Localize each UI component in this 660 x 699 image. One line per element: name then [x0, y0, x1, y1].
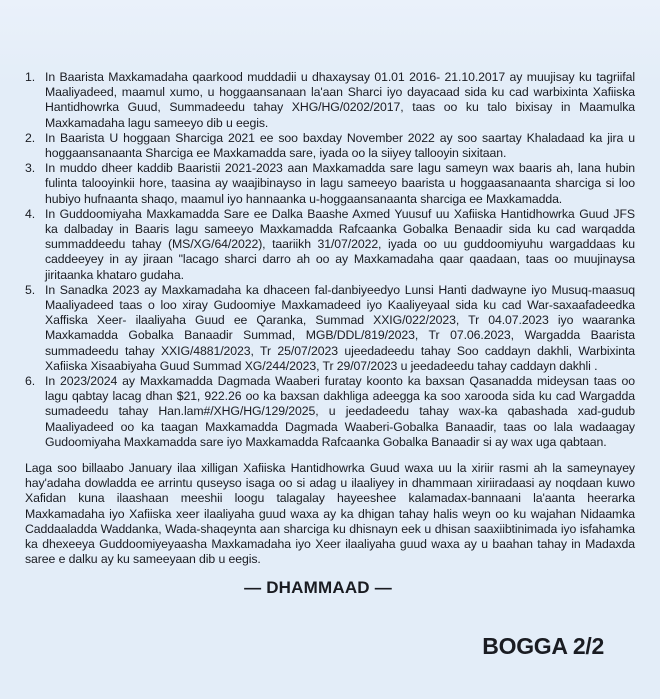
end-marker: — DHAMMAAD —	[244, 577, 392, 597]
list-item	[25, 207, 635, 283]
list-item	[25, 374, 635, 450]
list-item-number: 2.	[25, 130, 36, 145]
list-item-text: In Sanadka 2023 ay Maxkamadaha ka dhaceen fal-danbiyeedyo Lunsi Hanti dadwayne iyo Musuq-maasuq Maaliyadeed taas o loo xiray Gudoomiye Maxkamadeed iyo Kaaliyeyaal sida ku cad War-saxaafadeedka Xaffiska Xeer- ilaaliyaha Guud ee Qaranka, Summad XXIG/022/2023, Tr 04.07.2023 iyo waaranka Maxkamadda Gobalka Banaadir Summad, MGB/DDL/819/2023, Tr 07.06.2023, Wargadda Baarista summadeedu tahay XXIG/4881/2023, Tr 25/07/2023 ujeedadeedu tahay Soo caddayn dakhli, Warbixinta Xafiiska Xisaabiyaha Guud Summad XG/244/2023, Tr 29/07/2023 u jeedadeedu tahay caddayn dakhli .	[45, 282, 635, 373]
list-item-number: 4.	[25, 206, 36, 221]
list-item-number: 3.	[25, 161, 36, 176]
list-item-text: In Guddoomiyaha Maxkamadda Sare ee Dalka Baashe Axmed Yuusuf uu Xafiiska Hantidhowrka Guud JFS ka dalbaday in Baaris lagu sameeyo Maxkamadda Rafcaanka Gobalka Benaadir sida ku cad warqadda summaddeedu tahay (MS/XG/64/2022), taariikh 31/07/2022, iyada oo uu guddoomiyuhu wargaddaas ku caddeeyey in ay jiraan "lacago sharci darro ah oo ay Maxkamadaha qaar qaadaan, taas oo muujinaysa jiritaanka khataro gudaha.	[45, 206, 635, 282]
findings-list	[25, 70, 635, 450]
closing-paragraph: Laga soo billaabo January ilaa xilligan Xafiiska Hantidhowrka Guud waxa uu la xiriir rasmi ah la sameynayey hay'adaha dowladda ee arrintu quseyso isaga oo si adag u ilaaliyey in dhammaan xiriiradaasi ay noqdaan kuwo Xafidan kuna ilaashaan meeshii loogu talagalay hayeeshee kalamadax-bannaani la'aanta heerarka Maxkamadaha iyo Xafiiska xeer ilaaliyaha guud waxa ay ka dhigan tahay halis weyn oo ku wajahan Nidaamka Caddaaladda Waddanka, Wada-shaqeynta aan sharciga ku dhisnayn eek u dhisan saaxiibtinimada iyo isfahamka ka dhexeeya Guddoomiyeyaasha Maxkamadaha iyo Xeer ilaaliyaha guud waxa ay u baahan tahay in Madaxda saree e dalku ay ku sameeyaan dib u eegis.	[25, 461, 635, 567]
page-number-label: BOGGA 2/2	[482, 633, 604, 659]
list-item-text: In Baarista U hoggaan Sharciga 2021 ee soo baxday November 2022 ay soo saartay Khaladaad ka jira u hoggaansanaanta Sharciga ee Maxkamadda sare, iyada oo la siiyey tallooyin sixitaan.	[45, 130, 635, 161]
list-item	[25, 131, 635, 161]
list-item-number: 1.	[25, 70, 36, 84]
list-item-text: In muddo dheer kaddib Baaristii 2021-2023 aan Maxkamadda sare lagu sameyn wax baaris ah, lana hubin fulinta talooyinkii hore, taasina ay waajibinayso in lagu sameeyo baarista u hoggaasanaanta sharciga si loo hubiyo hufnaanta shaqo, maamul iyo hannaanka u-hoggaansanaanta sharciga ee Maxkamadda.	[45, 161, 635, 206]
list-item	[25, 161, 635, 207]
list-item	[25, 283, 635, 374]
list-item	[25, 70, 635, 131]
list-item-text: In 2023/2024 ay Maxkamadda Dagmada Waaberi furatay koonto ka baxsan Qasanadda mideysan taas oo lagu qabtay lacag dhan $21, 922.26 oo ka baxsan dakhliga adeegga ka soo xarooda sida ku cad Wargadda sumadeedu tahay Han.lam#/XHG/HG/129/2025, u jeedadeedu tahay wax-ka qabashada xad-gudub Maaliyadeed oo ka taagan Maxkamadda Dagmada Waaberi-Gobalka Banaadir, taas oo lala wadaagay Gudoomiyaha Maxkamadda sare iyo Maxkamadda Rafcaanka Gobalka Banaadir si ay wax uga qabtaan.	[45, 374, 635, 449]
list-item-number: 5.	[25, 282, 36, 297]
list-item-text: In Baarista Maxkamadaha qaarkood muddadii u dhaxaysay 01.01 2016- 21.10.2017 ay muujisay ku tagriifal Maaliyadeed, maamul xumo, u hoggaansanaan la'aan Sharci iyo dayacaad sida ku cad warbixinta Xafiiska Hantidhowrka Guud, Summadeedu tahay XHG/HG/0202/2017, taas oo ku talo bixisay in Maamulka Maxkamadaha lagu sameeyo dib u eegis.	[45, 70, 635, 130]
list-item-number: 6.	[25, 374, 36, 389]
